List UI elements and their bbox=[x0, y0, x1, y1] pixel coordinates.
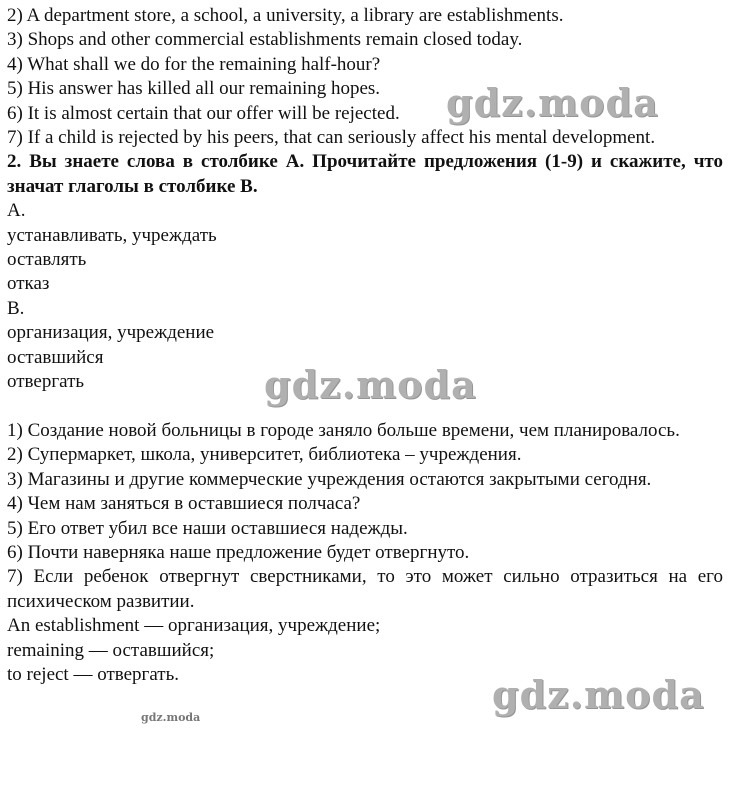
en-sentence-2: 2) A department store, a school, a university, a library are establishments. bbox=[7, 5, 564, 26]
ru-sentence-7: 7) Если ребенок отвергнут сверстниками, то это может сильно отразиться на его психическом развитии. bbox=[7, 566, 723, 612]
column-b-item: организация, учреждение bbox=[7, 322, 215, 344]
en-sentence-6: 6) It is almost certain that our offer will be rejected. bbox=[7, 102, 400, 124]
en-sentence-5: 5) His answer has killed all our remaining hopes. bbox=[7, 78, 381, 100]
en-sentence-7: 7) If a child is rejected by his peers, that can seriously affect his mental development. bbox=[7, 127, 656, 149]
ru-sentence-5: 5) Его ответ убил все наши оставшиеся надежды. bbox=[7, 517, 408, 539]
en-sentence-3: 3) Shops and other commercial establishments remain closed today. bbox=[7, 29, 523, 51]
column-b-label: B. bbox=[7, 297, 25, 319]
ru-sentence-4: 4) Чем нам заняться в оставшиеся полчаса? bbox=[7, 493, 361, 515]
watermark-logo: gdz.moda bbox=[264, 362, 477, 407]
column-a-item: устанавливать, учреждать bbox=[7, 224, 217, 246]
column-a-item: отказ bbox=[7, 273, 50, 295]
column-a-label: A. bbox=[7, 200, 26, 222]
watermark-logo: gdz.moda bbox=[492, 672, 705, 717]
watermark-small-logo: gdz.moda bbox=[141, 711, 201, 724]
ru-sentence-1: 1) Создание новой больницы в городе заняло больше времени, чем планировалось. bbox=[7, 419, 680, 441]
column-b-item: оставшийся bbox=[7, 346, 104, 368]
column-b-item: отвергать bbox=[7, 371, 85, 393]
ru-sentence-2: 2) Супермаркет, школа, университет, библиотека – учреждения. bbox=[7, 444, 522, 466]
glossary-item: An establishment — организация, учреждение; bbox=[7, 615, 381, 637]
watermark-logo: gdz.moda bbox=[446, 80, 659, 125]
ru-sentence-3: 3) Магазины и другие коммерческие учреждения остаются закрытыми сегодня. bbox=[7, 468, 652, 490]
task-heading: 2. Вы знаете слова в столбике A. Прочитайте предложения (1-9) и скажите, что значат глаголы в столбике B. bbox=[7, 151, 723, 197]
en-sentence-4: 4) What shall we do for the remaining half-hour? bbox=[7, 53, 381, 75]
column-a-item: оставлять bbox=[7, 249, 87, 271]
ru-sentence-6: 6) Почти наверняка наше предложение будет отвергнуто. bbox=[7, 541, 470, 563]
glossary-item: remaining — оставшийся; bbox=[7, 639, 215, 661]
glossary-item: to reject — отвергать. bbox=[7, 663, 180, 685]
